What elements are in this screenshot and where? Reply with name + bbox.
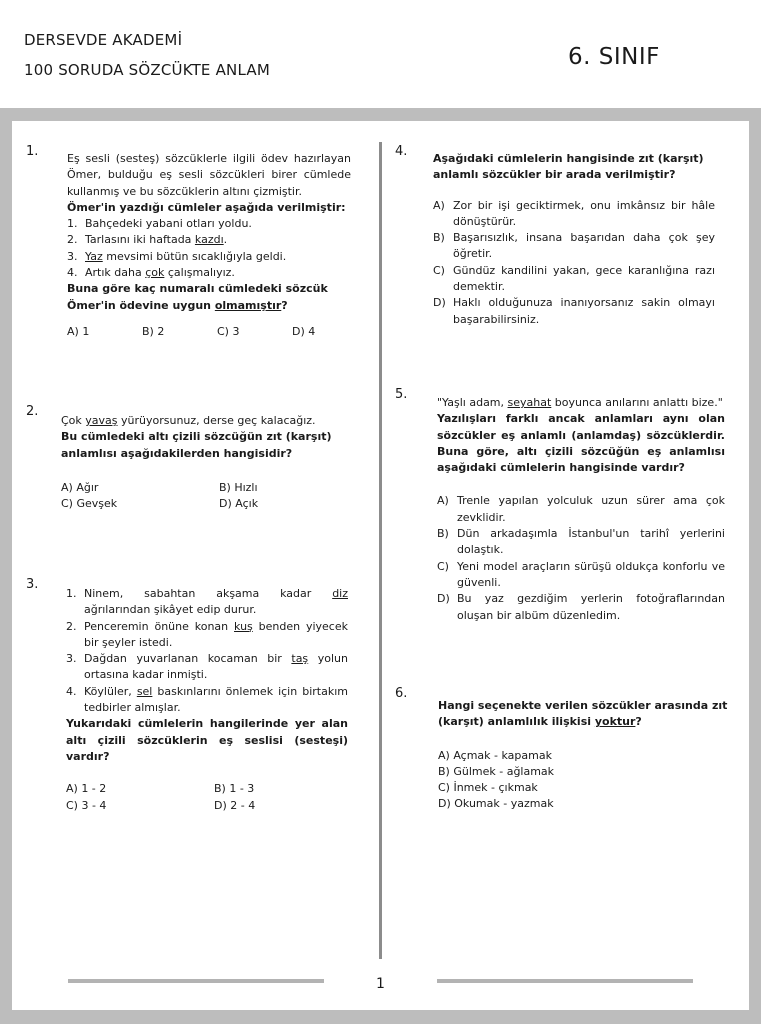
footer-rule-left (68, 979, 324, 983)
option-a[interactable]: A) 1 - 2 (66, 782, 107, 796)
list-item: 2. Tarlasını iki haftada kazdı. (67, 233, 228, 247)
option-d[interactable]: D) Haklı olduğunuza inanıyorsanız sakin olmayı başarabilirsiniz. (433, 296, 715, 326)
question-5-number: 5. (395, 387, 408, 402)
grade-label: 6. SINIF (568, 44, 660, 70)
question-2-sentence: Çok yavaş yürüyorsunuz, derse geç kalacağız. (61, 414, 316, 427)
option-b[interactable]: B) 2 (142, 324, 165, 338)
booklet-title: 100 SORUDA SÖZCÜKTE ANLAM (24, 61, 270, 79)
option-c[interactable]: C) Gevşek (61, 497, 118, 511)
option-b[interactable]: B) Başarısızlık, insana başarıdan daha çok şey öğretir. (433, 231, 715, 261)
option-b[interactable]: B) Dün arkadaşımla İstanbul'un tarihî yerlerini dolaştık. (437, 527, 725, 557)
footer-rule-right (437, 979, 693, 983)
question-5-quote: "Yaşlı adam, seyahat boyunca anılarını anlattı bize." (437, 396, 723, 409)
question-4-stem: Aşağıdaki cümlelerin hangisinde zıt (karşıt) anlamlı sözcükler bir arada verilmiştir? (433, 152, 704, 182)
option-c[interactable]: C) 3 - 4 (66, 798, 107, 812)
brand-title: DERSEVDE AKADEMİ (24, 31, 183, 49)
page-number: 1 (376, 976, 385, 992)
question-3-options-row-1 (66, 781, 348, 797)
list-item: 1. Ninem, sabahtan akşama kadar diz ağrılarından şikâyet edip durur. (66, 587, 348, 617)
question-1-number: 1. (26, 144, 39, 159)
question-4-number: 4. (395, 144, 408, 159)
question-1-options (67, 324, 351, 340)
question-5 (437, 395, 725, 624)
question-1-lead: Ömer'in yazdığı cümleler aşağıda verilmiştir: (67, 200, 346, 214)
list-item: 1. Bahçedeki yabani otları yoldu. (67, 217, 252, 231)
question-2-options-row-1 (61, 480, 361, 496)
option-d[interactable]: D) Bu yaz gezdiğim yerlerin fotoğraflarından oluşan bir albüm düzenledim. (437, 592, 725, 622)
option-b[interactable]: B) Gülmek - ağlamak (438, 764, 555, 778)
question-4 (433, 151, 715, 328)
option-a[interactable]: A) Trenle yapılan yolculuk uzun sürer ama çok zevklidir. (437, 494, 725, 524)
question-1-stem: Buna göre kaç numaralı cümledeki sözcük Ömer'in ödevine uygun olmamıştır? (67, 282, 328, 312)
question-3-sentences (66, 586, 348, 716)
option-c[interactable]: C) Gündüz kandilini yakan, gece karanlığına razı demektir. (433, 263, 715, 294)
option-d[interactable]: D) Okumak - yazmak (438, 797, 554, 811)
list-item: 4. Artık daha çok çalışmalıyız. (67, 266, 235, 280)
page-header (0, 0, 762, 108)
question-5-stem: Yazılışları farklı ancak anlamları aynı olan sözcükler eş anlamlı (anlamdaş) sözcüklerdir. Buna göre, altı çizili sözcüğün eş anlamlısı aşağıdaki cümlelerin hangisinde vardır? (437, 412, 725, 475)
question-1 (67, 151, 351, 340)
option-b[interactable]: B) Hızlı (219, 480, 258, 494)
question-6-stem: Hangi seçenekte verilen sözcükler arasında zıt (karşıt) anlamlılık ilişkisi yoktur? (438, 699, 728, 729)
question-3-number: 3. (26, 577, 39, 592)
option-c[interactable]: C) İnmek - çıkmak (438, 781, 538, 795)
list-item: 4. Köylüler, sel baskınlarını önlemek için birtakım tedbirler almışlar. (66, 684, 348, 715)
column-divider (379, 142, 382, 959)
option-a[interactable]: A) Zor bir işi geciktirmek, onu imkânsız bir hâle dönüştürür. (433, 198, 715, 228)
question-6-number: 6. (395, 686, 408, 701)
question-2 (61, 413, 361, 512)
list-item: 3. Yaz mevsimi bütün sıcaklığıyla geldi. (67, 249, 287, 263)
list-item: 3. Dağdan yuvarlanan kocaman bir taş yolun ortasına kadar inmişti. (66, 652, 348, 682)
question-1-sentences (67, 216, 351, 281)
question-3-stem: Yukarıdaki cümlelerin hangilerinde yer alan altı çizili sözcüklerin eş seslisi (sesteşi) vardır? (66, 717, 348, 763)
question-6 (438, 698, 730, 813)
question-2-number: 2. (26, 404, 39, 419)
option-d[interactable]: D) Açık (219, 497, 259, 511)
option-b[interactable]: B) 1 - 3 (214, 782, 255, 796)
option-c[interactable]: C) 3 (217, 324, 240, 338)
option-a[interactable]: A) 1 (67, 324, 90, 338)
list-item: 2. Penceremin önüne konan kuş benden yiyecek bir şeyler istedi. (66, 619, 348, 649)
question-2-options-row-2 (61, 496, 361, 512)
question-2-stem: Bu cümledeki altı çizili sözcüğün zıt (karşıt) anlamlısı aşağıdakilerden hangisidir? (61, 430, 332, 460)
option-a[interactable]: A) Açmak - kapamak (438, 748, 552, 762)
question-1-intro: Eş sesli (sesteş) sözcüklerle ilgili ödev hazırlayan Ömer, bulduğu eş sesli sözcükleri birer cümlede kullanmış ve bu sözcüklerin altını çizmiştir. (67, 152, 351, 198)
option-a[interactable]: A) Ağır (61, 480, 99, 494)
option-c[interactable]: C) Yeni model araçların sürüşü oldukça konforlu ve güvenli. (437, 559, 725, 589)
option-d[interactable]: D) 2 - 4 (214, 798, 256, 812)
question-3 (66, 586, 348, 814)
option-d[interactable]: D) 4 (292, 324, 316, 338)
question-3-options-row-2 (66, 798, 348, 814)
